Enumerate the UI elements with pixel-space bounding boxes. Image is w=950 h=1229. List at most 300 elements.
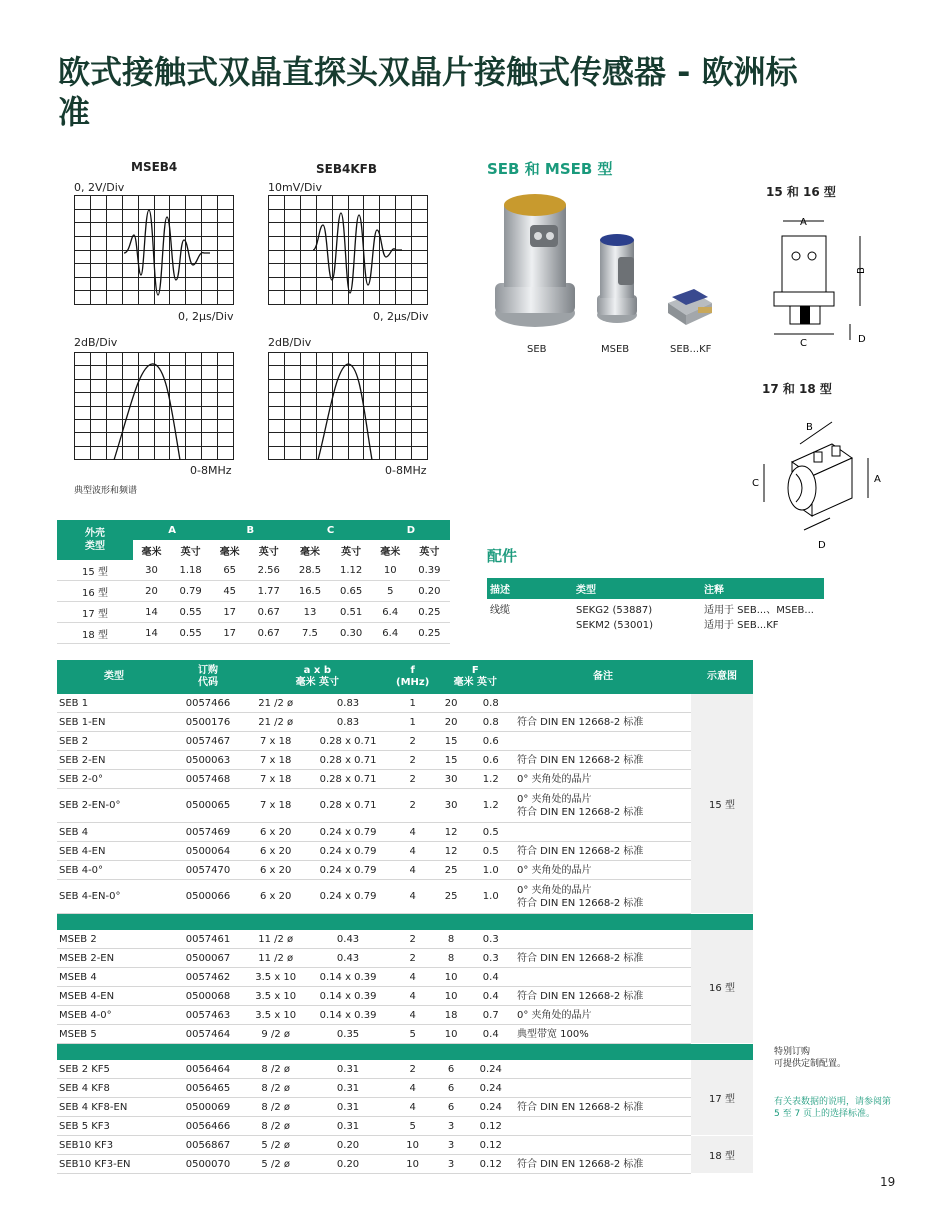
table-cell: 0.28 x 0.71 [306, 732, 389, 751]
table-cell: 3 [436, 1155, 467, 1174]
note-cell: 0° 夹角处的晶片 [515, 861, 691, 880]
unit: 英寸 [409, 540, 450, 560]
dim-b-label: B [856, 267, 867, 274]
table-cell: 0.20 [306, 1155, 389, 1174]
table-cell: 0.43 [306, 949, 389, 968]
seb4kfb-y-div: 10mV/Div [268, 181, 322, 194]
table-cell: 10 [436, 968, 467, 987]
table-cell: 0057462 [171, 968, 245, 987]
note-cell: 符合 DIN EN 12668-2 标准 [515, 949, 691, 968]
table-cell: 0500176 [171, 713, 245, 732]
table-cell: 0.12 [467, 1155, 515, 1174]
schematic-group: 18 型 [691, 1136, 753, 1174]
table-cell: 4 [390, 880, 436, 914]
table-cell: 0500066 [171, 880, 245, 914]
dim-cell: 0.51 [331, 602, 372, 623]
table-cell: 0.43 [306, 930, 389, 949]
table-row [57, 713, 753, 732]
dim-cell: 28.5 [289, 560, 330, 581]
table-cell: 2 [390, 1060, 436, 1079]
col-f: f (MHz) [396, 665, 430, 688]
dim-cell: 0.55 [170, 602, 211, 623]
dim-cell: 0.55 [170, 623, 211, 644]
table-cell: 0.6 [467, 732, 515, 751]
table-cell: 6 x 20 [245, 880, 306, 914]
seb-probe-image [495, 194, 575, 327]
table-cell: 6 x 20 [245, 861, 306, 880]
dim-row [57, 560, 450, 581]
table-cell: SEB 2 [57, 732, 171, 751]
table-row [57, 861, 753, 880]
dim-cell: 0.20 [409, 581, 450, 602]
table-cell: 0056464 [171, 1060, 245, 1079]
table-cell: MSEB 2-EN [57, 949, 171, 968]
table-cell: 0.83 [306, 713, 389, 732]
accessories-title: 配件 [487, 547, 518, 565]
dim-cell: 17 [211, 623, 248, 644]
drawing-title-15-16: 15 和 16 型 [766, 185, 836, 199]
dim-cell: 13 [289, 602, 330, 623]
unit: 英寸 [170, 540, 211, 560]
table-cell: SEB 4-EN [57, 842, 171, 861]
unit: 毫米 [133, 540, 170, 560]
seb4kfb-x-div: 0, 2μs/Div [373, 310, 429, 323]
table-cell: SEB 4 KF8-EN [57, 1098, 171, 1117]
note-cell: 典型带宽 100% [515, 1025, 691, 1044]
table-cell: 18 [436, 1006, 467, 1025]
dim-header-a: A [168, 524, 176, 536]
dim-cell: 2.56 [248, 560, 289, 581]
table-cell: 5 /2 ø [245, 1155, 306, 1174]
table-cell: 12 [436, 823, 467, 842]
table-cell: SEB 5 KF3 [57, 1117, 171, 1136]
table-cell: 0.28 x 0.71 [306, 751, 389, 770]
table-cell: 1.2 [467, 789, 515, 823]
table-cell: 3 [436, 1117, 467, 1136]
schematic-group: 17 型 [691, 1060, 753, 1136]
note-cell: 0° 夹角处的晶片 [515, 770, 691, 789]
table-cell: 1 [390, 694, 436, 713]
dim-c-label: C [800, 338, 807, 349]
table-row [57, 968, 753, 987]
mseb4-spectrum-plot [74, 352, 234, 460]
table-cell: 1.2 [467, 770, 515, 789]
dim-row [57, 581, 450, 602]
table-row [57, 949, 753, 968]
table-cell: 4 [390, 1079, 436, 1098]
table-cell: 0.14 x 0.39 [306, 968, 389, 987]
page-number: 19 [880, 1175, 896, 1189]
table-cell: 20 [436, 713, 467, 732]
table-row [57, 751, 753, 770]
table-cell: 4 [390, 968, 436, 987]
note-cell: 符合 DIN EN 12668-2 标准 [515, 987, 691, 1006]
table-cell: 8 /2 ø [245, 1117, 306, 1136]
table-cell: SEB 2 KF5 [57, 1060, 171, 1079]
dim-cell: 0.67 [248, 623, 289, 644]
table-cell: 0.14 x 0.39 [306, 1006, 389, 1025]
table-cell: 0057466 [171, 694, 245, 713]
table-cell: 3 [436, 1136, 467, 1155]
unit: 毫米 [289, 540, 330, 560]
table-cell: 8 [436, 930, 467, 949]
table-cell: 21 /2 ø [245, 713, 306, 732]
unit: 毫米 [372, 540, 409, 560]
table-cell: 11 /2 ø [245, 930, 306, 949]
reference-note: 有关表数据的说明，请参阅第 5 至 7 页上的选择标准。 [774, 1097, 892, 1119]
table-row [57, 1155, 753, 1174]
table-cell: 6 x 20 [245, 842, 306, 861]
table-cell: 0.4 [467, 987, 515, 1006]
table-cell: 25 [436, 880, 467, 914]
note-cell: 0° 夹角处的晶片 符合 DIN EN 12668-2 标准 [515, 880, 691, 914]
table-cell: 11 /2 ø [245, 949, 306, 968]
table-cell: 10 [390, 1136, 436, 1155]
table-cell: 0057464 [171, 1025, 245, 1044]
dimension-table [57, 520, 450, 644]
dim-cell: 0.79 [170, 581, 211, 602]
table-cell: 15 [436, 732, 467, 751]
table-cell: 7 x 18 [245, 789, 306, 823]
acc-types: SEKG2 (53887) SEKM2 (53001) [576, 605, 654, 631]
table-cell: 0.20 [306, 1136, 389, 1155]
dim-cell: 20 [133, 581, 170, 602]
table-cell: 6 [436, 1060, 467, 1079]
drawing-title-17-18: 17 和 18 型 [762, 382, 832, 396]
table-cell: SEB 2-EN [57, 751, 171, 770]
col-type: 类型 [104, 671, 124, 682]
acc-notes: 适用于 SEB...、MSEB... 适用于 SEB...KF [704, 605, 814, 631]
table-cell: 5 /2 ø [245, 1136, 306, 1155]
table-cell: 25 [436, 861, 467, 880]
table-cell: 0.3 [467, 930, 515, 949]
table-cell: 5 [390, 1025, 436, 1044]
table-cell: 1.0 [467, 880, 515, 914]
col-F: F 毫米 英寸 [453, 665, 498, 688]
dim-a-label: A [800, 217, 807, 228]
table-cell: 2 [390, 770, 436, 789]
dim-cell: 15 型 [57, 560, 133, 581]
table-row [57, 1117, 753, 1136]
note-cell: 符合 DIN EN 12668-2 标准 [515, 842, 691, 861]
dim-cell: 65 [211, 560, 248, 581]
table-cell: 7 x 18 [245, 751, 306, 770]
table-cell: 3.5 x 10 [245, 1006, 306, 1025]
table-cell: 4 [390, 1098, 436, 1117]
table-cell: 10 [436, 987, 467, 1006]
table-cell: 5 [390, 1117, 436, 1136]
table-cell: 10 [390, 1155, 436, 1174]
col-note: 备注 [593, 671, 613, 682]
table-cell: 2 [390, 949, 436, 968]
dim-cell: 10 [372, 560, 409, 581]
table-cell: 0.31 [306, 1098, 389, 1117]
table-cell: MSEB 4 [57, 968, 171, 987]
table-cell: SEB 4-0° [57, 861, 171, 880]
table-cell: 0056867 [171, 1136, 245, 1155]
plot-caption: 典型波形和频谱 [74, 486, 138, 496]
table-cell: 4 [390, 987, 436, 1006]
seb4kfb-waveform-plot [268, 195, 428, 305]
table-row [57, 1006, 753, 1025]
table-cell: 0.83 [306, 694, 389, 713]
col-ab: a x b 毫米 英寸 [295, 665, 340, 688]
note-cell: 0° 夹角处的晶片 符合 DIN EN 12668-2 标准 [515, 789, 691, 823]
table-cell: 0.7 [467, 1006, 515, 1025]
dim-cell: 0.67 [248, 602, 289, 623]
table-cell: 8 [436, 949, 467, 968]
table-cell: 0.31 [306, 1117, 389, 1136]
note-cell [515, 823, 691, 842]
table-cell: SEB 2-EN-0° [57, 789, 171, 823]
table-cell: 4 [390, 861, 436, 880]
dim-header-c: C [326, 524, 335, 536]
unit: 英寸 [331, 540, 372, 560]
schematic-group: 16 型 [691, 930, 753, 1044]
unit: 毫米 [211, 540, 248, 560]
drawing-15-16 [760, 200, 880, 360]
table-row [57, 930, 753, 949]
dim-d-label: D [858, 334, 866, 345]
table-cell: 30 [436, 770, 467, 789]
table-cell: 0.28 x 0.71 [306, 789, 389, 823]
table-cell: 7 x 18 [245, 770, 306, 789]
table-cell: 12 [436, 842, 467, 861]
table-cell: 4 [390, 1006, 436, 1025]
plot-title-mseb4: MSEB4 [131, 160, 178, 174]
table-cell: SEB10 KF3 [57, 1136, 171, 1155]
table-cell: 0500064 [171, 842, 245, 861]
note-cell [515, 1136, 691, 1155]
table-cell: 8 /2 ø [245, 1079, 306, 1098]
dim-cell: 6.4 [372, 602, 409, 623]
dim-cell: 7.5 [289, 623, 330, 644]
table-cell: 0.24 x 0.79 [306, 842, 389, 861]
table-cell: MSEB 4-EN [57, 987, 171, 1006]
table-cell: 0056465 [171, 1079, 245, 1098]
product-label-seb: SEB [527, 344, 547, 355]
dim-cell: 17 [211, 602, 248, 623]
dim-d-label-2: D [818, 540, 826, 551]
note-cell [515, 930, 691, 949]
table-cell: 0500068 [171, 987, 245, 1006]
mseb4-freq-y-div: 2dB/Div [74, 336, 118, 349]
note-cell: 符合 DIN EN 12668-2 标准 [515, 713, 691, 732]
dim-cell: 0.25 [409, 623, 450, 644]
table-row [57, 1079, 753, 1098]
table-cell: 6 [436, 1098, 467, 1117]
note-cell [515, 1060, 691, 1079]
table-row [57, 880, 753, 914]
table-cell: 6 [436, 1079, 467, 1098]
mseb4-x-div: 0, 2μs/Div [178, 310, 234, 323]
table-cell: 0.31 [306, 1079, 389, 1098]
table-cell: SEB 4 [57, 823, 171, 842]
table-row [57, 842, 753, 861]
table-cell: 0.24 x 0.79 [306, 880, 389, 914]
note-cell: 0° 夹角处的晶片 [515, 1006, 691, 1025]
table-row [57, 987, 753, 1006]
note-cell [515, 1117, 691, 1136]
table-cell: 0.4 [467, 1025, 515, 1044]
dim-cell: 30 [133, 560, 170, 581]
table-cell: 0.28 x 0.71 [306, 770, 389, 789]
dim-header-type: 外壳 类型 [85, 528, 105, 552]
table-cell: 0.5 [467, 823, 515, 842]
table-cell: SEB 1-EN [57, 713, 171, 732]
table-cell: 0500065 [171, 789, 245, 823]
dim-cell: 1.12 [331, 560, 372, 581]
seb-kf-probe-image [668, 289, 712, 325]
table-cell: 1 [390, 713, 436, 732]
table-cell: 0057468 [171, 770, 245, 789]
col-schematic: 示意图 [707, 671, 737, 682]
table-cell: 21 /2 ø [245, 694, 306, 713]
table-cell: 0.35 [306, 1025, 389, 1044]
dim-row [57, 623, 450, 644]
table-row [57, 732, 753, 751]
dim-cell: 16.5 [289, 581, 330, 602]
dim-cell: 14 [133, 602, 170, 623]
note-cell [515, 694, 691, 713]
dim-cell: 18 型 [57, 623, 133, 644]
dim-cell: 1.77 [248, 581, 289, 602]
dim-cell: 6.4 [372, 623, 409, 644]
product-section-title: SEB 和 MSEB 型 [487, 160, 613, 178]
table-cell: SEB 1 [57, 694, 171, 713]
acc-header-type: 类型 [576, 585, 596, 596]
product-table [57, 660, 753, 1174]
acc-header-desc: 描述 [490, 585, 510, 596]
table-row [57, 1136, 753, 1155]
table-cell: 2 [390, 930, 436, 949]
dim-header-b: B [246, 524, 255, 536]
group-separator [57, 1044, 753, 1061]
table-cell: 0.24 [467, 1098, 515, 1117]
plot-title-seb4kfb: SEB4KFB [316, 162, 377, 176]
table-cell: 15 [436, 751, 467, 770]
table-cell: MSEB 2 [57, 930, 171, 949]
table-cell: 0.12 [467, 1136, 515, 1155]
table-cell: 2 [390, 751, 436, 770]
product-label-mseb: MSEB [601, 344, 630, 355]
table-row [57, 694, 753, 713]
table-cell: 3.5 x 10 [245, 987, 306, 1006]
table-cell: MSEB 5 [57, 1025, 171, 1044]
table-cell: 2 [390, 789, 436, 823]
dim-cell: 17 型 [57, 602, 133, 623]
table-cell: 0500069 [171, 1098, 245, 1117]
page-title: 欧式接触式双晶直探头双晶片接触式传感器 - 欧洲标准 [58, 53, 798, 131]
col-code: 订购 代码 [198, 665, 218, 688]
table-cell: 30 [436, 789, 467, 823]
dim-row [57, 602, 450, 623]
table-cell: 0.4 [467, 968, 515, 987]
dim-cell: 14 [133, 623, 170, 644]
mseb4-waveform-plot [74, 195, 234, 305]
dim-cell: 45 [211, 581, 248, 602]
table-cell: 0.3 [467, 949, 515, 968]
table-cell: 0.31 [306, 1060, 389, 1079]
table-cell: 0.6 [467, 751, 515, 770]
mseb4-freq-x: 0-8MHz [190, 464, 232, 477]
table-cell: 0.12 [467, 1117, 515, 1136]
dim-cell: 5 [372, 581, 409, 602]
table-row [57, 789, 753, 823]
note-cell: 符合 DIN EN 12668-2 标准 [515, 1155, 691, 1174]
group-separator [57, 914, 753, 931]
drawing-17-18 [752, 402, 892, 552]
table-cell: 0500063 [171, 751, 245, 770]
dim-cell: 16 型 [57, 581, 133, 602]
table-cell: 0.24 x 0.79 [306, 823, 389, 842]
table-cell: 8 /2 ø [245, 1060, 306, 1079]
table-cell: SEB 4-EN-0° [57, 880, 171, 914]
dim-header-d: D [406, 524, 416, 536]
table-cell: 0057463 [171, 1006, 245, 1025]
dim-c-label-2: C [752, 478, 759, 489]
acc-header-note: 注释 [704, 585, 724, 596]
table-cell: SEB 2-0° [57, 770, 171, 789]
table-cell: 0500070 [171, 1155, 245, 1174]
table-cell: 7 x 18 [245, 732, 306, 751]
table-cell: 0.5 [467, 842, 515, 861]
dim-a-label-2: A [874, 474, 881, 485]
table-row [57, 1060, 753, 1079]
table-cell: 6 x 20 [245, 823, 306, 842]
table-cell: 4 [390, 842, 436, 861]
table-cell: 2 [390, 732, 436, 751]
special-order-note: 特别订购 可提供定制配置。 [774, 1047, 847, 1069]
table-row [57, 1025, 753, 1044]
dim-b-label-2: B [806, 422, 813, 433]
table-cell: 0.14 x 0.39 [306, 987, 389, 1006]
table-cell: 0.8 [467, 713, 515, 732]
dim-cell: 0.39 [409, 560, 450, 581]
table-cell: 8 /2 ø [245, 1098, 306, 1117]
table-cell: 0.24 x 0.79 [306, 861, 389, 880]
seb4kfb-freq-x: 0-8MHz [385, 464, 427, 477]
mseb-probe-image [597, 234, 637, 323]
table-cell: 1.0 [467, 861, 515, 880]
seb4kfb-freq-y-div: 2dB/Div [268, 336, 312, 349]
note-cell: 符合 DIN EN 12668-2 标准 [515, 1098, 691, 1117]
table-cell: 0056466 [171, 1117, 245, 1136]
table-cell: 10 [436, 1025, 467, 1044]
table-cell: 9 /2 ø [245, 1025, 306, 1044]
table-cell: 0057467 [171, 732, 245, 751]
note-cell [515, 732, 691, 751]
table-row [57, 1098, 753, 1117]
table-row [57, 823, 753, 842]
table-cell: 0.24 [467, 1060, 515, 1079]
product-label-seb-kf: SEB...KF [670, 344, 712, 355]
table-cell: 0057461 [171, 930, 245, 949]
mseb4-y-div: 0, 2V/Div [74, 181, 125, 194]
product-photo [490, 185, 720, 335]
table-cell: 3.5 x 10 [245, 968, 306, 987]
table-cell: 4 [390, 823, 436, 842]
dim-cell: 0.25 [409, 602, 450, 623]
note-cell: 符合 DIN EN 12668-2 标准 [515, 751, 691, 770]
table-cell: SEB10 KF3-EN [57, 1155, 171, 1174]
accessories-table [487, 578, 824, 633]
table-cell: 0.24 [467, 1079, 515, 1098]
table-cell: MSEB 4-0° [57, 1006, 171, 1025]
table-row [57, 770, 753, 789]
table-cell: 0057470 [171, 861, 245, 880]
dim-cell: 0.30 [331, 623, 372, 644]
